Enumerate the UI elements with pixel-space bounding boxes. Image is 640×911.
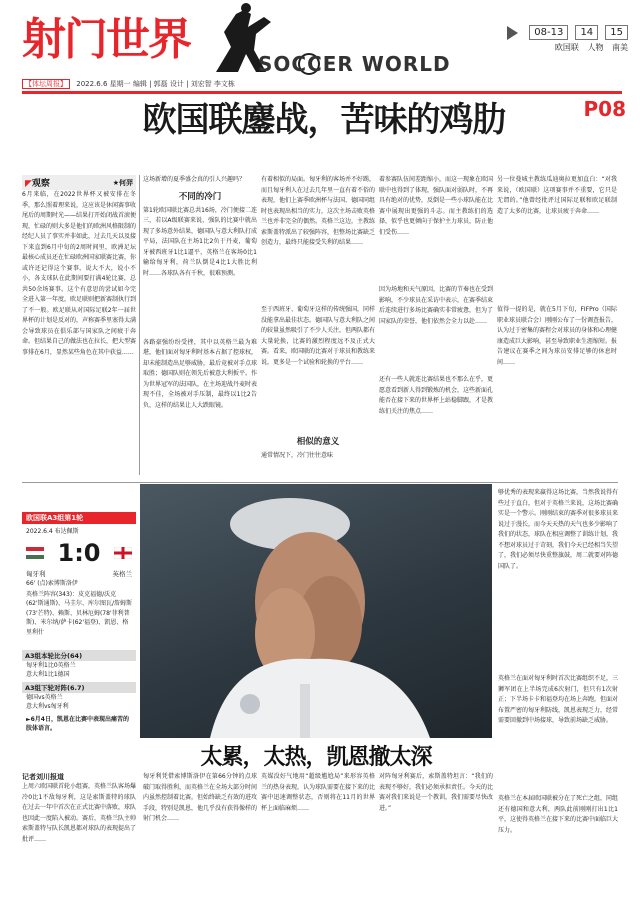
nav-section: 欧国联 xyxy=(554,43,579,52)
next-game-item: 德国vs英格兰 xyxy=(26,693,63,701)
bottom-col-1 xyxy=(22,772,136,900)
article-body: 英媒没好气地用“超级尴尬局”来形容英格兰的热身表现，认为球队需要在接下来的比赛中迅速调整状态，否则将在11月的世界杯上面临麻烦…… xyxy=(261,773,375,812)
play-icon xyxy=(507,26,518,40)
article-body: 还有一些人就连比赛结果也不那么在乎，更愿意看到新人得到锻炼的机会，这些新面孔能否在接下来的世界杯上站稳脚跟，才是教练们关注的焦点…… xyxy=(379,376,493,415)
nav-section: 人物 xyxy=(587,43,604,52)
photo-caption: ►6月4日，凯恩在比赛中表现出痛苦的肢体语言。 xyxy=(26,715,129,732)
column-2 xyxy=(143,175,257,466)
bottom-col-4 xyxy=(379,772,493,902)
main-headline: 欧国联鏖战，苦味的鸡肋 xyxy=(142,100,506,140)
column-4 xyxy=(379,175,493,455)
section-divider xyxy=(22,482,618,483)
hungary-flag-icon xyxy=(26,547,44,559)
nav-section: 南美 xyxy=(612,43,628,52)
bottom-col-3 xyxy=(261,772,375,902)
article-body: 通常情况下，冷门往往意味 xyxy=(261,452,334,459)
next-round-title: A3组下轮对阵(6.7) xyxy=(22,682,136,693)
nav-page: 14 xyxy=(575,25,598,40)
masthead-subtitle: SOCCER WORLD xyxy=(258,52,451,76)
play-icon: ◤ xyxy=(25,179,32,189)
meta-tag: 【体坛周报】 xyxy=(22,79,70,89)
article-body: 至于西班牙、葡萄牙这样的传统强国，同样没能拿出最佳状态。德国队与意大利队之间的较量虽然吸引了不少人关注，但两队都有大量轮换，比赛的激烈程度远不及正式大赛。看来，欧国联的比赛对于球员和教练来说，更多是一个试验和轮换的平台…… xyxy=(261,306,375,366)
player-figure-icon xyxy=(140,484,492,738)
lineup: 英格兰阵容(343)：皮克福德/沃克(62'斯通斯)、马圭尔、库尔图瓦/詹姆斯(73'芒特)、赖斯、贝林厄姆(78'菲利普斯)、米尔纳/萨卡(62'福登)、凯恩、格里利什 xyxy=(26,590,132,636)
page-nav xyxy=(507,22,628,41)
article-body: 另一位曼城主教练瓜迪奥拉更加直白：“对我来说，（欧国联）这项赛事并不重要，它只是无谓的。”他曾经批评过国际足联和欧足联制造了太多的比赛，让球员疲于奔命…… xyxy=(497,176,617,215)
column-3 xyxy=(261,175,375,462)
header-divider xyxy=(22,91,622,94)
standings-title: A3组本轮比分(64) xyxy=(22,650,136,661)
nav-date: 08-13 xyxy=(529,25,568,40)
article-body: 着参赛队伍间差距缩小，而这一现象在欧国联中也得到了体现，强队面对弱队时，不再具有绝对的优势，反倒是一些小球队能在比赛中展现出更强的斗志。而主教练们的选择，似乎也更倾向于保护主力球员，防止他们受伤…… xyxy=(379,176,493,236)
article-body: 6月来临，在2022世界杯又被安排在冬季，那么照着理来说，这应该是休闲赛事收尾后的周期时光——结果打开始闭战首滚便现，忙碌的则大多是他们的欧洲风格限制的经纪人员了事实并非如此，过去几天以及接下来直到6月中旬的2周时间里，欧洲足坛最核心成员还在忙碌欧洲国家联赛比赛，你或许还记得这个赛事，说大不大，说小不小，各支球队在此期间要打满4轮比赛，总共50余场赛事。这个有意思的尝试如今完全进入第一年度，欧足联则把新赛制执行到了不一般。欧足联从对国际足联2年一届世界杯的计划是反对的，声称赛季里塞得太满会导致球员在俱乐部与国家队之间疲于奔命。但结果自己的做法也在拉长，把大型赛事排在6月，显然某些角色在其中获益…… xyxy=(22,191,136,356)
scorer: 66' (点)索博斯洛伊 xyxy=(26,580,78,587)
home-team: 匈牙利 xyxy=(26,570,46,578)
column-5 xyxy=(497,175,617,477)
author: ★何羿 xyxy=(112,178,133,187)
result-item: 匈牙利1比0英格兰 xyxy=(26,661,76,669)
article-body: 各路豪强纷纷受挫，其中以英格兰最为难堪，他们面对匈牙利时基本占据了控球权，却未能制造出足够威胁，最后竟被对手点球取胜；德国队则在领先后被意大利扳平。作为世界冠军的法国队，在主场迎战丹麦时表现不佳，全场被对手压制，最终以1比2告负，这样的结果让人大跌眼镜。 xyxy=(143,338,257,409)
column-divider xyxy=(139,175,140,475)
article-body: 匈牙利凭借索博斯洛伊在第66分钟的点球破门取得胜利，而英格兰在全场大部分时间内虽然控制着比赛，但始终缺乏有效的进攻手段，特别是凯恩，他几乎没有获得像样的射门机会…… xyxy=(143,773,257,822)
next-game-item: 意大利vs匈牙利 xyxy=(26,703,69,710)
subheading: 不同的冷门 xyxy=(178,191,222,202)
photo-headline: 太累，太热，凯恩撤太深 xyxy=(200,745,432,770)
nav-sections xyxy=(549,42,628,53)
page-number: P08 xyxy=(583,97,626,121)
article-body: 英格兰在本届欧国联被分在了死亡之组，同组还有德国和意大利，两队此前刚刚打出1比1平，这使得英格兰在接下来的比赛中面临巨大压力。 xyxy=(498,795,618,834)
column-right xyxy=(498,488,618,894)
final-score: 1:0 xyxy=(57,539,101,567)
article-body: 对阵匈牙利赛后，索斯盖特坦言：“我们的表现不够好，我们必须承担责任。今天的比赛对我们来说是一个教训，我们需要尽快改进。” xyxy=(379,773,493,812)
score-line xyxy=(22,537,136,569)
column-observe xyxy=(22,175,136,498)
bottom-col-2 xyxy=(143,772,257,902)
article-body: 因为场地和天气原因，比赛的节奏也在受到影响，不少球员在采访中表示，在赛季结束后连续进行多场比赛确实非常疲惫，但为了国家队的荣誉，他们依然会全力以赴…… xyxy=(379,286,493,325)
subheading: 相似的意义 xyxy=(296,437,340,447)
article-body: 英格兰在面对匈牙利时首次比赛组织不足，三狮军团在上半场完成6次射门，但只有1次射正；下半场卡卡和福登均在场上奔跑，但面对布置严密的匈牙利防线，凯恩表现乏力，经常需要回撤到中场接球，导致前场缺乏威胁。 xyxy=(498,675,618,724)
article-body: 上周六欧国联首轮小组赛，英格兰队客场爆冷0比1不敌匈牙利，这是索斯盖特的球队在过去一年中首次在正式比赛中落败，球队也因此一度陷入被动。赛后，英格兰队主帅索斯盖特与队长凯恩都对球队的表现提出了批评…… xyxy=(22,783,136,843)
article-body: 值得一提的是，就在5月下旬，FIFPro（国际职业球员联合会）刚刚公布了一份调查报告，认为过于密集的赛程会对球员的身体和心理健康造成巨大影响，甚至导致职业生涯缩短。报告建议在赛季之间为球员安排足够的休息时间…… xyxy=(497,306,617,366)
player-photo xyxy=(140,484,492,738)
article-body: 够优秀的表现来赢得这场比赛，当然我说得有些过于直白，但对于英格兰来说，这场比赛确实是一个警示。刚刚结束的赛季对很多球员来说过于漫长，而今天天热的天气也多少影响了我们的状态，球队在相应调整了训练计划，我不想对球员过于苛刻，我们今天已经相当失望了，我们必须尽快重整旗鼓，周二就要对阵德国队了。 xyxy=(498,489,618,570)
article-body: 这场新增的夏季盛会真的引人兴趣吗？ xyxy=(143,176,246,183)
article-body: 第1轮欧国联比赛总共16场，冷门便接二连三，若以A级联赛来说，强队的比赛中就出现了多场意外结果，德国队与意大利队打成平局，法国队在主场1比2负于丹麦，葡萄牙被西班牙1比1逼平，英格兰在客场0比1输给匈牙利，荷兰队倒是4比1大胜比利时……各球队各有千秋，很难预测。 xyxy=(143,206,257,277)
meta-line xyxy=(22,79,235,89)
result-item: 意大利1比1德国 xyxy=(26,671,70,678)
masthead-title: 射门世界 xyxy=(22,14,190,65)
nav-page: 15 xyxy=(605,25,628,40)
reporter-byline: 记者刘川报道 xyxy=(22,773,64,781)
score-box xyxy=(22,512,136,734)
article-body: 有着相似的局面。匈牙利的客场并不好踢，而且匈牙利人在过去几年里一直有着不俗的表现，他们上赛季欧洲杯与法国、德国同组时也表现出相当的实力，这次主场击败英格兰也并非完全的偶然。英格兰这边，主教练索斯盖特派出了较强阵容，但整场比赛缺乏创造力，最终只能接受失利的结果…… xyxy=(261,176,375,246)
section-title: ◤观察 xyxy=(25,179,50,189)
score-header: 欧国联A3组第1轮 xyxy=(22,512,136,524)
away-team: 英格兰 xyxy=(112,570,132,578)
meta-info: 2022.6.6 星期一 编辑 | 郭磊 设计 | 刘宏智 李文栋 xyxy=(76,80,235,88)
england-flag-icon xyxy=(114,547,132,559)
match-date: 2022.6.4 布达佩斯 xyxy=(26,528,79,535)
